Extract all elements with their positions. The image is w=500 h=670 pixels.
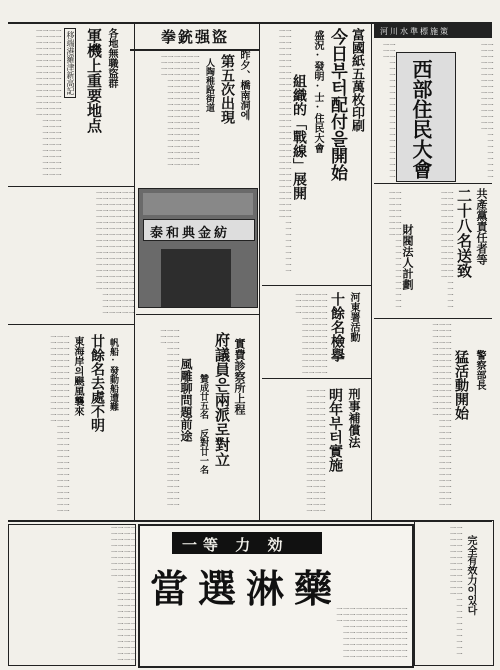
headline-various: 各地無職盜群 (106, 28, 117, 88)
subhead-street: 人陶稚路街道 (204, 58, 214, 112)
headline-distribution-start: 今日부터配付을開始 (327, 28, 347, 181)
ad-right-text: 一一一一一一一一一一一一一一一一一一一一一一一一一一一一一一一一一一 (448, 525, 462, 657)
divider (371, 24, 372, 520)
headline-sailboat: 帆船·發動船遭難 (108, 338, 118, 411)
divider (136, 314, 259, 315)
right-top-text-left: 一一一一一一一一一一一一一一一一一一一一一一一一一一 (381, 42, 395, 180)
ad-medicine (138, 524, 414, 668)
article-body-text: 一一一一一一一一一一一一一一一一一一一一一一一一一一一一一一一一一一一一一一一一一一一一一一一一一一一一一一一一一一一一一一一一一一一一一一一一一一一一一一 (431, 322, 451, 508)
masthead (8, 8, 492, 24)
ad-top-banner (172, 532, 322, 554)
article-compensation-law (262, 380, 370, 520)
article-police-chief (374, 320, 492, 510)
article-body-text: 一一一一一一一一一一一一一一一一一一一一一一一一一一一一 (387, 190, 401, 310)
article-body-text: 一一一一一一一一一一一一一一一一一一一一一一一一一一一一一一一一一一一一一一一一一一一一一一一一一一一一一一一一一一一一一一一一一一一一一一一一一 (277, 28, 291, 274)
subhead-fifth-appearance: 第五次出現 (219, 54, 235, 124)
ad-right-title: 完全有效力이있다 (465, 535, 476, 615)
shop-sign-text: 泰和典金紡 (150, 226, 231, 241)
headline-east-coast-storm: 東海岸의颶風襲來 (72, 336, 83, 416)
divider (374, 318, 492, 319)
ad-body-text: 一一一一一一一一一一一一一一一一一一一一一一一一一一一一一一一一一一一一一一一一一一一一一一一一一一一一一一一一一一一一一一一一一一一一一一一一一一一一一一一一一一一一一一一一一一一一一 (335, 606, 407, 660)
divider (262, 285, 371, 286)
headline-missing: 廿餘名去處不明 (89, 334, 105, 432)
article-main-center (262, 24, 370, 284)
headline-organized-front: 組織的「戰線」展開 (291, 74, 307, 200)
ad-main-title: 當選淋藥 (150, 566, 343, 611)
divider (8, 186, 134, 187)
headline-gun-robber: 拳銃强盜 (130, 26, 260, 51)
headline-military-key-points: 軍機上重要地点 (85, 28, 103, 133)
article-left-middle: 一一一一一一一一一一一一一一一一一一一一一一一一一一一一一一一一一一一一一一一一一一一一一一一一一一一一一一一一一一一一一一一一一一一一一一一一一一一一一一一一一一一一一一一一一一一一一一一一一一一一一一一一一一一一一一一一一一一一一一一一一一 (94, 190, 134, 316)
headline-residents-rally: 盛況·發明·士·住民大會 (312, 30, 323, 153)
headline-port-box: 移端港羅津新高記 (64, 28, 76, 98)
ad-top-banner-text: 一等 力 効 (182, 536, 289, 554)
article-body-text: 一一一一一一一一一一一一一一一一一一一一一一一一一一一一一一一一一一一一一一一一一一一一一一一一一一一一一一一一一一一一一一一 (159, 328, 179, 508)
headline-communist-officials: 共產黨責任者等 (475, 188, 488, 265)
article-body-text: 一一一一一一一一一一一一一一一一一一一一一一一一一一一一一一一一一一一一一一一一一一一一一一一一一一一一一一一一一一一一一一一一一一一一一一一一一一一一一一一一一一一一一一一一一一 (34, 28, 61, 178)
headline-next-year: 明年부터實施 (327, 388, 343, 472)
shop-window (143, 193, 253, 215)
headline-plutocrat-plan: 財閥法人計劃 (401, 224, 414, 290)
ad-left: 一一一一一一一一一一一一一一一一一一一一一一一一一一一一一一一一一一一一一一一一一一一一一一一一一一一一一一一一一一一一一一一一一一一一一一一一一一一一一一 (8, 524, 136, 666)
headline-28-sent: 二十八名送致 (455, 188, 473, 278)
article-gun-robber (130, 24, 260, 174)
divider (262, 378, 371, 379)
headline-fierce-activity: 猛活動開始 (453, 350, 469, 420)
right-top-text-right: 一一一一一一一一一一一一一一一一一一一一一一一一一一一一一一一一一一一一一一 (479, 42, 493, 180)
article-hadong-police (262, 288, 370, 378)
headline-printed-sheets: 富國紙五萬枚印刷 (349, 28, 364, 132)
divider (134, 24, 135, 520)
headline-police-chief: 警察部長 (474, 350, 485, 390)
divider (8, 324, 134, 325)
headline-future-issue: 風雕聊問題前途 (179, 358, 193, 442)
shop-sign (143, 219, 255, 241)
subhead-bridge-south: 昨夕、橋南洞에 (238, 50, 249, 120)
article-body-text: 一一一一一一一一一一一一一一一一一一一一一一一一一一一一一一一一一一一一一一一一一一一一一一一一一一一一一一一一一一一一一一一一一一一一一一一一一一一一一一一一一一一一一一一一一一一一一一一一一一一 (159, 54, 199, 168)
article-communists (374, 186, 492, 316)
divider (259, 24, 260, 520)
headline-clinic: 實費診察所上程 (233, 338, 246, 415)
shop-doorway (161, 249, 231, 307)
right-banner-text: 河川水準標施策 (380, 27, 450, 36)
residents-meeting-box (396, 52, 456, 182)
article-military-points (8, 24, 126, 184)
headline-arrests: 十餘名檢擧 (329, 292, 345, 362)
residents-meeting-title: 西部住民大會 (409, 59, 433, 179)
headline-council-split: 府議員은兩派로對立 (213, 332, 231, 467)
right-banner (374, 24, 492, 38)
article-ship-disaster (8, 328, 133, 518)
article-body-text: 一一一一一一一一一一一一一一一一一一一一一一一一一一一一一一一一一一一一一一一一一一一一一一一一一一一一一一一一一一一一一一一 (305, 388, 325, 514)
divider (374, 183, 492, 184)
ad-right (414, 520, 494, 666)
article-clinic (138, 318, 258, 518)
headline-compensation-law: 刑事補償法 (347, 388, 361, 448)
headline-vote: 贊成廿五名 反對廿一名 (198, 374, 208, 474)
shop-photo (138, 188, 258, 308)
article-body-text: 一一一一一一一一一一一一一一一一一一一一一一一一一一一一一一一一一一一 (439, 190, 453, 310)
headline-hadong-activity: 河東署活動 (348, 292, 359, 342)
article-body-text: 一一一一一一一一一一一一一一一一一一一一一一一一一一一一一一一一一一一一一一一一一一一一一一一一一一一一一一一一一一一一 (294, 292, 327, 376)
article-body-text: 一一一一一一一一一一一一一一一一一一一一一一一一一一一一一一一一一一一一一一一一一一一一一一一一一一一一一一一一一一一一一一一一一一一一一一一一一一一 (49, 334, 69, 514)
divider (8, 520, 492, 522)
